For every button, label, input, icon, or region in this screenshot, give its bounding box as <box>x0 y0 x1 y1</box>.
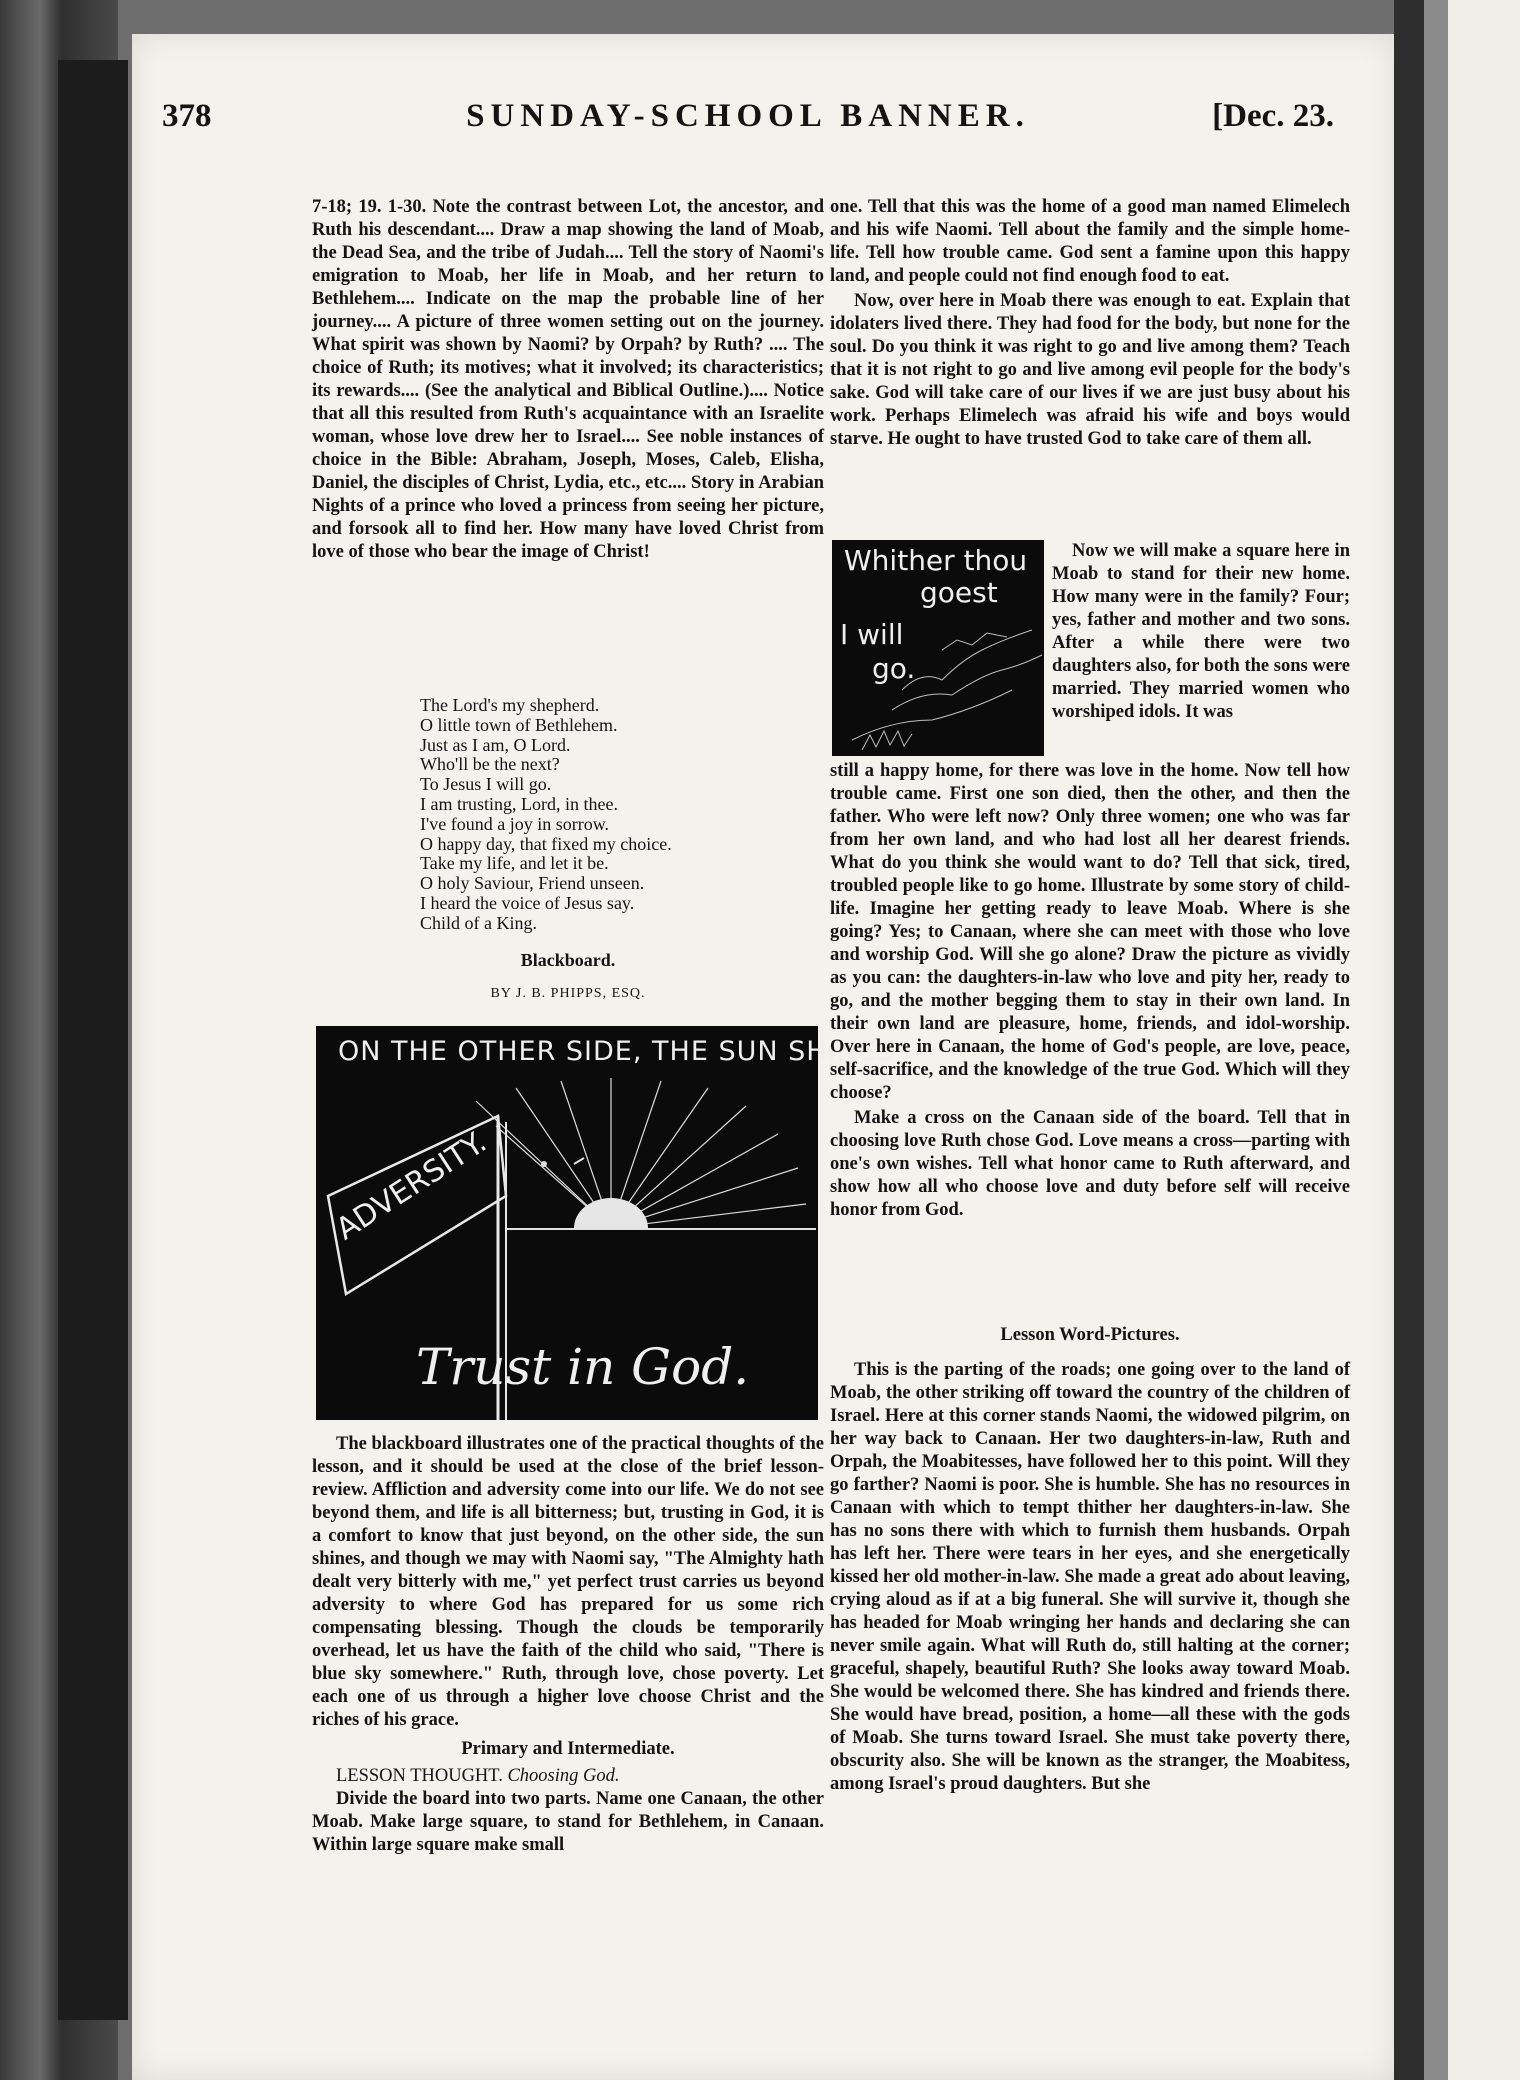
hymn-list <box>420 696 820 934</box>
hymn-line: Just as I am, O Lord. <box>420 734 571 755</box>
right-column-middle <box>830 760 1350 1224</box>
lesson-notes-paragraph: 7-18; 19. 1-30. Note the contrast between Lot, the ancestor, and Ruth his descendant.... Draw a map showing the land of Moab, the Dead Sea, and the tribe of Judah.... Tell the story of Naomi's emigration to Moab, her life in Moab, and her return to Bethlehem.... Indicate on the map the probable line of her journey.... A picture of three women setting out on the journey. What spirit was shown by Naomi? by Orpah? by Ruth? .... The choice of Ruth; its motives; what it involved; its characteristics; its rewards.... (See the analytical and Biblical Outline.).... Notice that all this resulted from Ruth's acquaintance with an Israelite woman, whose love drew her to Israel.... See noble instances of choice in the Bible: Abraham, Joseph, Moses, Caleb, Elisha, Daniel, the disciples of Christ, Lydia, etc., etc.... Story in Arabian Nights of a prince who loved a princess from seeing her picture, and forsook all to find her. How many have loved Christ from love of those who bear the image of Christ! <box>312 197 824 562</box>
inset-line-4: go. <box>872 652 916 685</box>
primary-paragraph: Divide the board into two parts. Name one Canaan, the other Moab. Make large square, to stand for Bethlehem, in Canaan. Within large square make small <box>312 1789 824 1855</box>
blackboard-illustration <box>316 1026 904 1420</box>
board-sign-caption: ADVERSITY. <box>330 1124 493 1248</box>
running-header <box>162 98 1334 158</box>
hymn-line: To Jesus I will go. <box>420 774 552 795</box>
right-paragraph-1: one. Tell that this was the home of a good man named Elimelech and his wife Naomi. Tell about the family and the simple home-life. Tell how trouble came. God sent a famine upon this happy land, and people could not find enough food to eat. <box>830 197 1350 286</box>
facing-page-edge <box>1448 0 1520 2080</box>
hymn-line: O little town of Bethlehem. <box>420 714 618 735</box>
hymn-line: Child of a King. <box>420 912 537 933</box>
left-column-top <box>312 196 824 566</box>
left-column-bottom <box>312 1433 824 1859</box>
inset-line-3: I will <box>840 618 904 651</box>
lesson-thought-label: LESSON THOUGHT. <box>336 1766 503 1786</box>
hymn-line: The Lord's my shepherd. <box>420 695 600 715</box>
whither-thou-goest-illustration <box>832 540 1044 756</box>
hymn-line: Take my life, and let it be. <box>420 853 609 874</box>
publication-title: SUNDAY-SCHOOL BANNER. <box>466 98 1030 134</box>
board-top-caption: ON THE OTHER SIDE, THE SUN SHINES. <box>338 1036 904 1067</box>
board-bottom-caption: Trust in God. <box>416 1338 750 1396</box>
hymn-line: I am trusting, Lord, in thee. <box>420 793 618 814</box>
hymn-line: I've found a joy in sorrow. <box>420 813 610 834</box>
right-paragraph-3: still a happy home, for there was love in the home. Now tell how trouble came. First one son died, then the other, and then the father. Who were left now? Only three women; one who was far from her own land, and who had lost all her dearest friends. What do you think she would want to do? Tell that sick, tired, troubled people like to go home. Illustrate by some story of child-life. Imagine her getting ready to leave Moab. Where is she going? Yes; to Canaan, where she can meet with those who love and worship God. Will she go alone? Draw the picture as vividly as you can: the daughters-in-law who love and pity her, ready to go, and the mother begging them to stay in their own land. In their own land are pleasure, home, friends, and idol-worship. Over here in Canaan, the home of God's people, are love, peace, self-sacrifice, and the knowledge of the true God. Which will they choose? <box>830 761 1350 1103</box>
hymn-line: O holy Saviour, Friend unseen. <box>420 873 645 894</box>
gutter-shadow <box>1424 0 1448 2080</box>
blackboard-explanation: The blackboard illustrates one of the practical thoughts of the lesson, and it should be used at the close of the brief lesson-review. Affliction and adversity come into our life. We do not see beyond them, and life is all bitterness; but, trusting in God, it is a comfort to know that just beyond, on the other side, the sun shines, and though we may with Naomi say, "The Almighty hath dealt very bitterly with me," yet perfect trust carries us beyond adversity to where God has prepared for us some rich compensating blessing. Though the clouds be temporarily overhead, let us have the faith of the child who said, "There is blue sky somewhere." Ruth, through love, chose poverty. Let each one of us through a higher love choose Christ and the riches of his grace. <box>312 1434 824 1730</box>
word-pictures-paragraph: This is the parting of the roads; one going over to the land of Moab, the other striking off toward the country of the children of Israel. Here at this corner stands Naomi, the widowed pilgrim, on her way back to Canaan. Her two daughters-in-law, Ruth and Orpah, the Moabitesses, have followed her to this point. Will they go farther? Naomi is poor. She is humble. She has no resources in Canaan with which to tempt thither her daughters-in-law. She has no sons there with which to furnish them husbands. Orpah has left her. There were tears in her eyes, and she energetically kissed her old mother-in-law. She made a great ado about leaving, crying aloud as if at a big funeral. She will survive it, though she has headed for Moab wringing her hands and declaring she can never smile again. What will Ruth do, still halting at the corner; graceful, shapely, beautiful Ruth? She looks away toward Moab. She would be welcomed there. She has kindred and friends there. She would have bread, position, a home—all these with the gods of Moab. She turns toward Israel. She must take poverty there, obscurity also. She will be known as the stranger, the Moabitess, among Israel's proud daughters. But she <box>830 1360 1350 1794</box>
inset-line-2: goest <box>920 576 998 609</box>
blackboard-byline: BY J. B. PHIPPS, ESQ. <box>490 986 646 1001</box>
word-pictures-heading: Lesson Word-Pictures. <box>1000 1325 1180 1345</box>
right-paragraph-4: Make a cross on the Canaan side of the board. Tell that in choosing love Ruth chose God. Love means a cross—parting with one's own wishes. Tell what honor came to Ruth afterward, and show how all who choose love and duty before self will receive honor from God. <box>830 1108 1350 1220</box>
book-spine-edge <box>58 60 128 2020</box>
lesson-thought: Choosing God. <box>507 1766 620 1786</box>
issue-date: [Dec. 23. <box>1212 98 1334 134</box>
blackboard-heading: Blackboard. <box>520 950 616 970</box>
inset-line-1: Whither thou <box>844 544 1028 577</box>
wrap-paragraph: Now we will make a square here in Moab to stand for their new home. How many were in the family? Four; yes, father and mother and two sons. After a while there were two daughters also, for both the sons were married. They married women who worshiped idols. It was <box>1052 541 1350 722</box>
hymn-line: I heard the voice of Jesus say. <box>420 892 635 913</box>
word-pictures-section <box>830 1324 1350 1798</box>
page-number: 378 <box>162 98 212 134</box>
right-column-top <box>830 196 1350 453</box>
hymn-line: Who'll be the next? <box>420 754 560 775</box>
primary-heading: Primary and Intermediate. <box>461 1739 675 1759</box>
hymn-line: O happy day, that fixed my choice. <box>420 833 672 854</box>
right-paragraph-2: Now, over here in Moab there was enough to eat. Explain that idolaters lived there. They had food for the body, but none for the soul. Do you think it was right to go and live among them? Teach that it is not right to go and live among evil people for the body's sake. God will take care of our lives if we are just busy about his work. Perhaps Elimelech was afraid his wife and boys would starve. He ought to have trusted God to take care of them all. <box>830 291 1350 449</box>
page-gutter <box>1394 0 1424 2080</box>
